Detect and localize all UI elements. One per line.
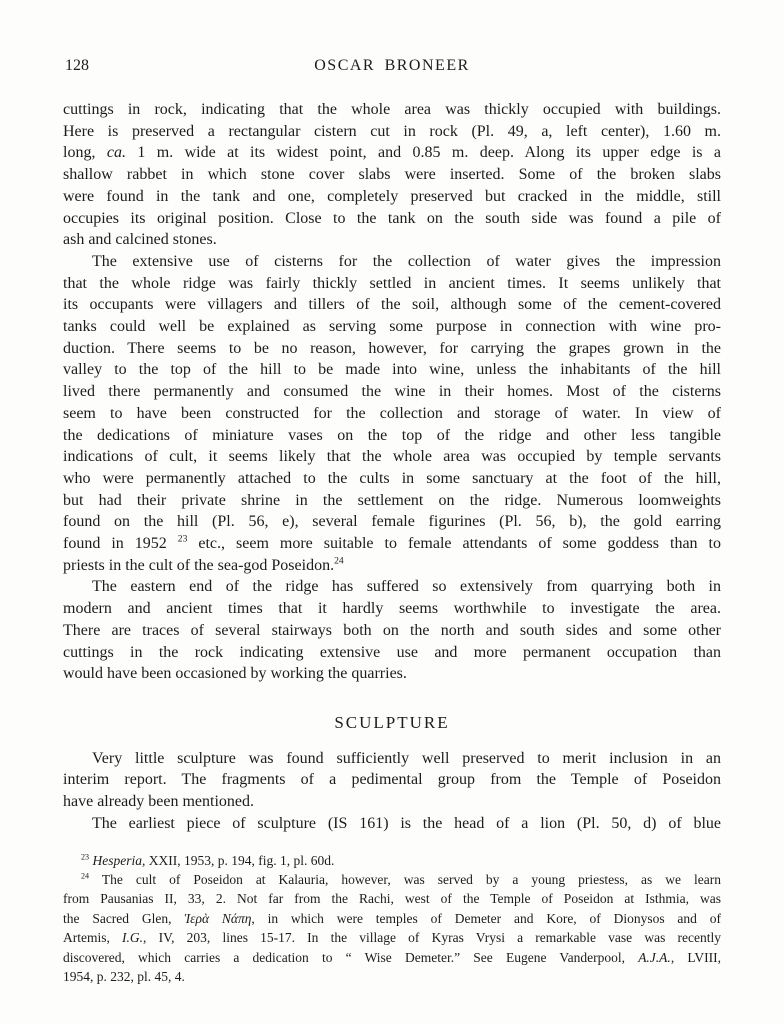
text-segment: the dedications of miniature vases on the top of the ridge and other less tangible — [63, 426, 721, 444]
text-segment: A.J.A. — [638, 949, 671, 965]
text-line — [63, 316, 721, 338]
text-segment: from Pausanias II, 33, 2. Not far from the Rachi, west of the Temple of Poseidon at Isthmia, was — [63, 891, 721, 907]
text-segment: The earliest piece of sculpture (IS 161) is the head of a lion (Pl. 50, d) of blue — [92, 814, 721, 832]
text-line — [63, 967, 721, 986]
text-segment: Artemis, — [63, 930, 123, 946]
text-segment: were found in the tank and one, completely preserved but cracked in the middle, still — [63, 187, 721, 205]
text-segment: have already been mentioned. — [63, 793, 255, 811]
footnote-marker: 23 — [81, 852, 90, 861]
body-text — [63, 99, 721, 835]
text-segment: its occupants were villagers and tillers of the soil, although some of the cement-covered — [63, 296, 721, 314]
text-segment: interim report. The fragments of a pedimental group from the Temple of Poseidon — [63, 771, 721, 789]
text-segment: etc., seem more suitable to female attendants of some goddess than to — [187, 535, 721, 553]
text-segment: I.G. — [122, 930, 144, 946]
text-segment: but had their private shrine in the settlement on the ridge. Numerous loomweights — [63, 491, 721, 509]
text-line — [63, 251, 721, 273]
text-line — [63, 948, 721, 967]
text-line — [63, 294, 721, 316]
text-segment: who were permanently attached to the cults in some sanctuary at the foot of the hill, — [63, 469, 721, 487]
text-line — [63, 642, 721, 664]
text-segment: discovered, which carries a dedication to “ Wise Demeter.” See Eugene Vanderpool, — [63, 949, 639, 965]
text-line — [63, 99, 721, 121]
text-segment: seem to have been constructed for the collection and storage of water. In view of — [63, 404, 721, 422]
text-line — [63, 555, 721, 577]
text-segment: indications of cult, it seems likely that the whole area was occupied by temple servants — [63, 448, 721, 466]
text-line — [63, 403, 721, 425]
text-line — [63, 889, 721, 908]
text-segment: , LVIII, — [670, 949, 721, 965]
text-segment: The eastern end of the ridge has suffered so extensively from quarrying both in — [92, 578, 721, 596]
text-segment: duction. There seems to be no reason, however, for carrying the grapes grown in the — [63, 339, 721, 357]
text-line — [63, 273, 721, 295]
text-line — [63, 208, 721, 230]
text-line — [63, 338, 721, 360]
text-segment: , XXII, 1953, p. 194, fig. 1, pl. 60d. — [141, 852, 335, 868]
running-header-title: OSCAR BRONEER — [314, 57, 470, 74]
text-segment: The cult of Poseidon at Kalauria, however, was served by a young priestess, as we learn — [89, 871, 721, 887]
text-segment: tanks could well be explained as serving some purpose in connection with wine pro- — [63, 318, 721, 336]
paragraph — [63, 576, 721, 685]
text-segment: the Sacred Glen, — [63, 910, 185, 926]
text-line — [63, 813, 721, 835]
text-segment: , in which were temples of Demeter and Kore, of Dionysos and of — [251, 910, 721, 926]
paragraph — [63, 851, 721, 870]
text-segment: , IV, 203, lines 15-17. In the village of Kyras Vrysi a remarkable vase was recently — [143, 930, 721, 946]
text-segment: shallow rabbet in which stone cover slabs were inserted. Some of the broken slabs — [63, 166, 721, 184]
footnote-marker: 23 — [177, 533, 188, 545]
text-segment: priests in the cult of the sea-god Poseidon. — [63, 556, 335, 574]
text-line — [63, 186, 721, 208]
text-segment: 1954, p. 232, pl. 45, 4. — [63, 968, 185, 984]
text-line — [63, 620, 721, 642]
paragraph-group-after-heading — [63, 748, 721, 835]
text-segment: cuttings in the rock indicating extensive use and more permanent occupation than — [63, 643, 721, 661]
footnote-marker: 24 — [81, 871, 90, 881]
text-line — [63, 909, 721, 928]
running-head — [63, 57, 721, 75]
text-line — [63, 468, 721, 490]
text-segment: ca. — [106, 144, 126, 162]
paragraph — [63, 99, 721, 251]
footnote-marker: 24 — [334, 555, 344, 567]
text-line — [63, 533, 721, 555]
text-line — [63, 121, 721, 143]
text-line — [63, 791, 721, 813]
text-segment: valley to the top of the hill to be made into wine, unless the inhabitants of the hill — [63, 361, 721, 379]
text-line — [63, 511, 721, 533]
text-segment: 1 m. wide at its widest point, and 0.85 m. deep. Along its upper edge is a — [125, 144, 721, 162]
text-line — [63, 748, 721, 770]
footnotes — [63, 851, 721, 987]
text-segment: There are traces of several stairways both on the north and south sides and some other — [63, 621, 721, 639]
text-line — [63, 229, 721, 251]
text-segment: Very little sculpture was found sufficiently well preserved to merit inclusion in an — [92, 749, 721, 767]
text-segment: modern and ancient times that it hardly seems worthwhile to investigate the area. — [63, 600, 721, 618]
text-line — [63, 142, 721, 164]
text-line — [63, 576, 721, 598]
text-segment: Ἱερὰ Νάπη — [184, 910, 252, 926]
paragraph — [63, 748, 721, 813]
text-segment: long, — [63, 144, 107, 162]
paragraph — [63, 251, 721, 577]
text-line — [63, 446, 721, 468]
text-line — [63, 164, 721, 186]
text-line — [63, 425, 721, 447]
text-line — [63, 598, 721, 620]
text-segment: found on the hill (Pl. 56, e), several female figurines (Pl. 56, b), the gold earring — [63, 513, 721, 531]
text-segment: cuttings in rock, indicating that the whole area was thickly occupied with buildings. — [63, 101, 721, 118]
text-line — [63, 851, 721, 870]
text-line — [63, 769, 721, 791]
text-segment: The extensive use of cisterns for the collection of water gives the impression — [92, 252, 721, 270]
text-segment: occupies its original position. Close to the tank on the south side was found a pile of — [63, 209, 721, 227]
text-segment: Here is preserved a rectangular cistern cut in rock (Pl. 49, a, left center), 1.60 m. — [63, 122, 721, 140]
page-number: 128 — [65, 57, 89, 74]
text-segment: ash and calcined stones. — [63, 231, 217, 249]
paragraph — [63, 813, 721, 835]
text-segment: Hesperia — [92, 852, 142, 868]
text-line — [63, 870, 721, 889]
paragraph — [63, 870, 721, 986]
text-line — [63, 663, 721, 685]
text-segment: that the whole ridge was fairly thickly settled in ancient times. It seems unlikely that — [63, 274, 721, 292]
text-segment: would have been occasioned by working the quarries. — [63, 665, 407, 683]
text-line — [63, 381, 721, 403]
text-line — [63, 490, 721, 512]
text-line — [63, 359, 721, 381]
text-line — [63, 928, 721, 947]
text-segment: found in 1952 — [63, 535, 178, 553]
paragraph-group-before-heading — [63, 99, 721, 685]
text-segment: lived there permanently and consumed the wine in their homes. Most of the cisterns — [63, 383, 721, 401]
section-heading: SCULPTURE — [334, 712, 450, 732]
